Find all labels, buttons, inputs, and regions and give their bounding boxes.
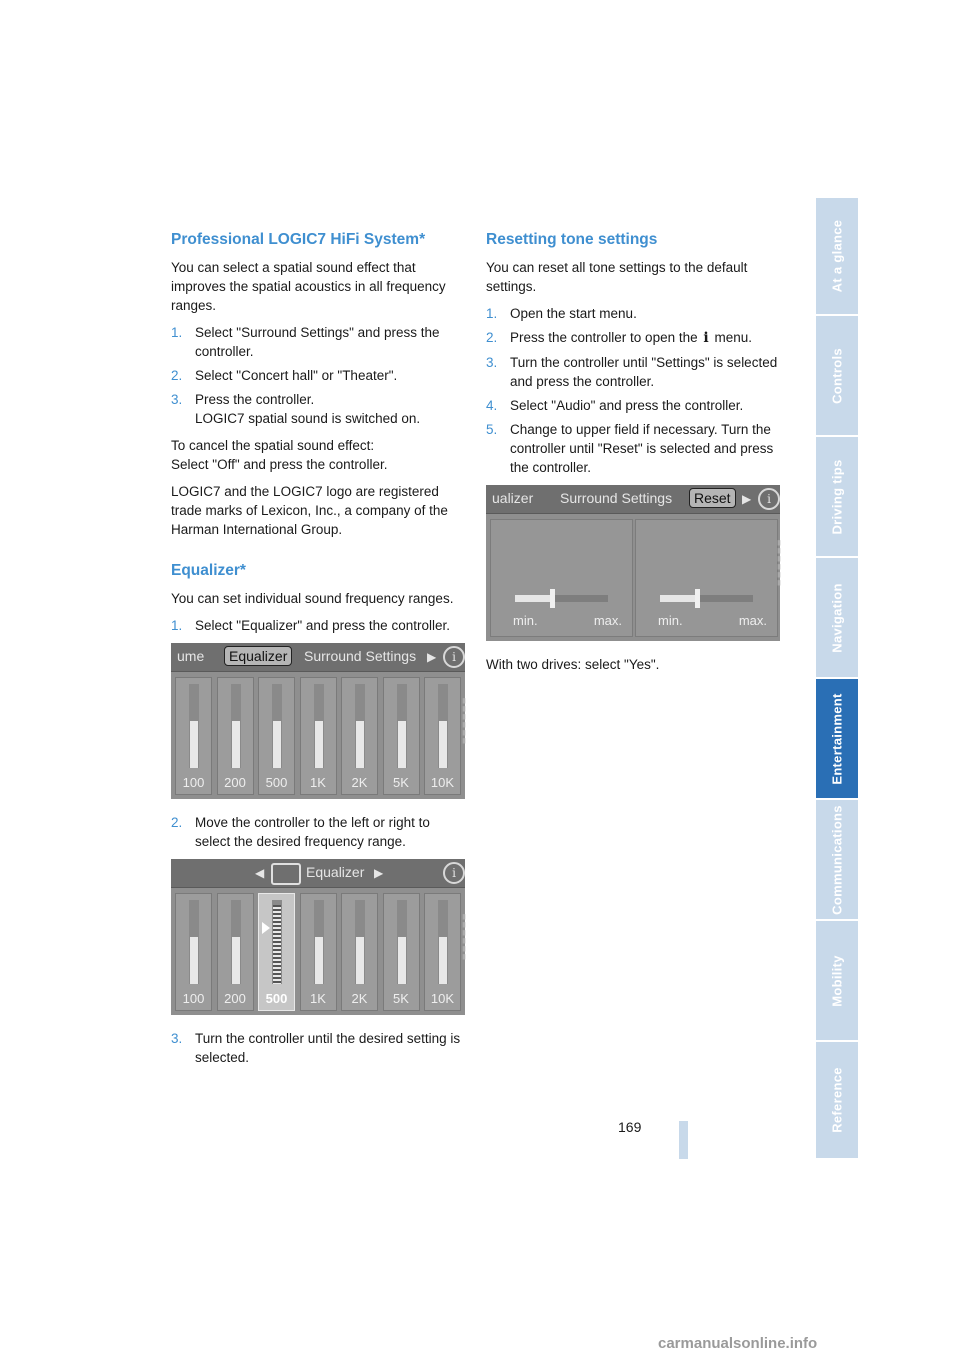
reset-intro: You can reset all tone settings to the default settings. <box>486 260 748 294</box>
band-level <box>398 937 406 984</box>
band-label: 100 <box>182 991 205 1006</box>
band-label: 500 <box>265 775 288 790</box>
section-title-equalizer: Equalizer* <box>171 562 246 579</box>
equalizer-screen-1 <box>171 643 468 799</box>
band-level <box>315 937 323 984</box>
arrow-left-icon[interactable]: ◀ <box>255 866 265 880</box>
band-level <box>190 937 198 984</box>
equalizer-band[interactable] <box>383 677 420 795</box>
chapter-tab[interactable] <box>816 198 858 316</box>
step-item: 5. Change to upper field if necessary. Turn the controller until "Reset" is selected and press the controller. <box>486 422 774 475</box>
arrow-right-icon[interactable]: ▶ <box>427 650 437 664</box>
arrow-right-icon[interactable]: ▶ <box>742 492 752 506</box>
image-code: ▮▮▮▮▮▮ <box>461 913 468 961</box>
step-item: 2. Move the controller to the left or right to select the desired frequency range. <box>171 815 430 849</box>
chapter-tab-label: At a glance <box>829 219 845 293</box>
chapter-tab-label: Navigation <box>829 582 845 653</box>
band-level <box>356 937 364 984</box>
reset-outro: With two drives: select "Yes". <box>486 657 660 672</box>
image-code: ▮▮▮▮▮▮ <box>776 539 783 587</box>
footer-watermark: carmanualsonline.info <box>658 1335 818 1352</box>
equalizer-band[interactable] <box>258 677 295 795</box>
equalizer-band[interactable] <box>217 677 254 795</box>
equalizer-band[interactable] <box>175 677 212 795</box>
band-label: 1K <box>310 775 326 790</box>
screen-title: Equalizer <box>306 864 365 880</box>
left-column <box>171 230 467 1075</box>
band-level <box>439 937 447 984</box>
screen-menu-bar <box>171 643 465 672</box>
reset-screen <box>486 485 783 641</box>
chapter-tab-label: Driving tips <box>829 458 845 535</box>
screen-menu-bar <box>171 859 465 888</box>
band-label: 200 <box>224 775 246 790</box>
band-label: 100 <box>182 775 205 790</box>
band-level <box>273 905 281 984</box>
info-icon: i <box>703 330 709 346</box>
step-item: 1. Select "Surround Settings" and press the controller. <box>171 325 440 359</box>
info-icon[interactable]: i <box>758 488 780 510</box>
min-label: min. <box>513 613 538 628</box>
equalizer-band[interactable] <box>258 893 295 1011</box>
balance-slider[interactable] <box>515 595 608 602</box>
chapter-tab-label: Entertainment <box>829 692 845 785</box>
tab-equalizer[interactable]: Equalizer <box>224 646 292 666</box>
info-icon[interactable]: i <box>443 646 465 668</box>
slider-handle[interactable] <box>550 589 555 608</box>
band-level <box>439 721 447 768</box>
band-label: 5K <box>393 775 409 790</box>
step-item: 3. Turn the controller until the desired setting is selected. <box>171 1031 461 1065</box>
page-number: 169 <box>618 1119 642 1135</box>
band-level <box>190 721 198 768</box>
band-level <box>273 721 281 768</box>
tab-volume[interactable]: ume <box>177 648 205 664</box>
band-level <box>356 721 364 768</box>
equalizer-band[interactable] <box>217 893 254 1011</box>
step-item: 2. Press the controller to open the i menu. <box>486 330 752 346</box>
band-label: 10K <box>430 991 455 1006</box>
logic7-trademark: LOGIC7 and the LOGIC7 logo are registered trade marks of Lexicon, Inc., a company of the Harman International Group. <box>171 484 448 537</box>
chapter-tab[interactable] <box>816 558 858 679</box>
tab-reset[interactable]: Reset <box>689 488 736 508</box>
equalizer-intro: You can set individual sound frequency ranges. <box>171 591 454 606</box>
equalizer-band[interactable] <box>341 893 378 1011</box>
band-label: 2K <box>351 775 368 790</box>
equalizer-band[interactable] <box>424 893 461 1011</box>
band-label: 5K <box>393 991 409 1006</box>
equalizer-screen-2 <box>171 859 468 1015</box>
band-level <box>398 721 406 768</box>
band-level <box>315 721 323 768</box>
pointer-icon <box>262 922 270 934</box>
screen-menu-bar <box>486 485 780 514</box>
right-column <box>486 230 782 682</box>
logic7-cancel: To cancel the spatial sound effect: Select "Off" and press the controller. <box>171 438 388 472</box>
equalizer-band[interactable] <box>300 677 337 795</box>
slider-handle[interactable] <box>695 589 700 608</box>
equalizer-band[interactable] <box>424 677 461 795</box>
equalizer-band[interactable] <box>175 893 212 1011</box>
arrow-right-icon[interactable]: ▶ <box>374 866 384 880</box>
equalizer-symbol-icon <box>271 863 301 885</box>
min-label: min. <box>658 613 683 628</box>
chapter-tab-label: Controls <box>829 347 845 404</box>
chapter-tab[interactable] <box>816 800 858 921</box>
chapter-tab-label: Reference <box>829 1067 845 1133</box>
band-level <box>232 937 240 984</box>
equalizer-band[interactable] <box>341 677 378 795</box>
reset-steps <box>486 304 782 477</box>
chapter-tab-label: Communications <box>829 804 845 915</box>
tab-equalizer[interactable]: ualizer <box>492 490 534 506</box>
tab-surround-settings[interactable]: Surround Settings <box>304 648 417 664</box>
band-label: 500 <box>265 991 288 1006</box>
info-icon[interactable]: i <box>443 862 465 884</box>
logic7-intro: You can select a spatial sound effect that improves the spatial acoustics in all frequency ranges. <box>171 260 446 313</box>
fader-panel <box>635 519 778 637</box>
chapter-tab[interactable] <box>816 921 858 1042</box>
step-item: 3. Turn the controller until "Settings" is selected and press the controller. <box>486 355 778 389</box>
step-item: 2. Select "Concert hall" or "Theater". <box>171 368 398 383</box>
step-item: 1. Select "Equalizer" and press the controller. <box>171 618 450 633</box>
chapter-tab-label: Mobility <box>829 954 845 1007</box>
chapter-tabs <box>816 198 858 1160</box>
step-item: 1. Open the start menu. <box>486 306 637 321</box>
section-title-reset: Resetting tone settings <box>486 231 658 248</box>
max-label: max. <box>738 613 767 628</box>
tab-surround-settings[interactable]: Surround Settings <box>560 490 673 506</box>
step-item: 3. Press the controller. LOGIC7 spatial sound is switched on. <box>171 392 421 426</box>
fader-slider[interactable] <box>660 595 753 602</box>
image-code: ▮▮▮▮▮▮ <box>461 697 468 745</box>
logic7-steps <box>171 323 467 428</box>
band-label: 200 <box>224 991 246 1006</box>
step-item: 4. Select "Audio" and press the controller. <box>486 398 744 413</box>
chapter-tab[interactable] <box>816 679 858 800</box>
band-label: 2K <box>351 991 368 1006</box>
section-title-logic7: Professional LOGIC7 HiFi System* <box>171 231 426 248</box>
balance-panel <box>490 519 633 637</box>
equalizer-band[interactable] <box>300 893 337 1011</box>
page-marker-bar <box>679 1121 688 1159</box>
band-label: 10K <box>430 775 455 790</box>
chapter-tab[interactable] <box>816 437 858 558</box>
equalizer-band[interactable] <box>383 893 420 1011</box>
band-label: 1K <box>310 991 326 1006</box>
chapter-tab[interactable] <box>816 1042 858 1160</box>
max-label: max. <box>593 613 622 628</box>
chapter-tab[interactable] <box>816 316 858 437</box>
band-level <box>232 721 240 768</box>
